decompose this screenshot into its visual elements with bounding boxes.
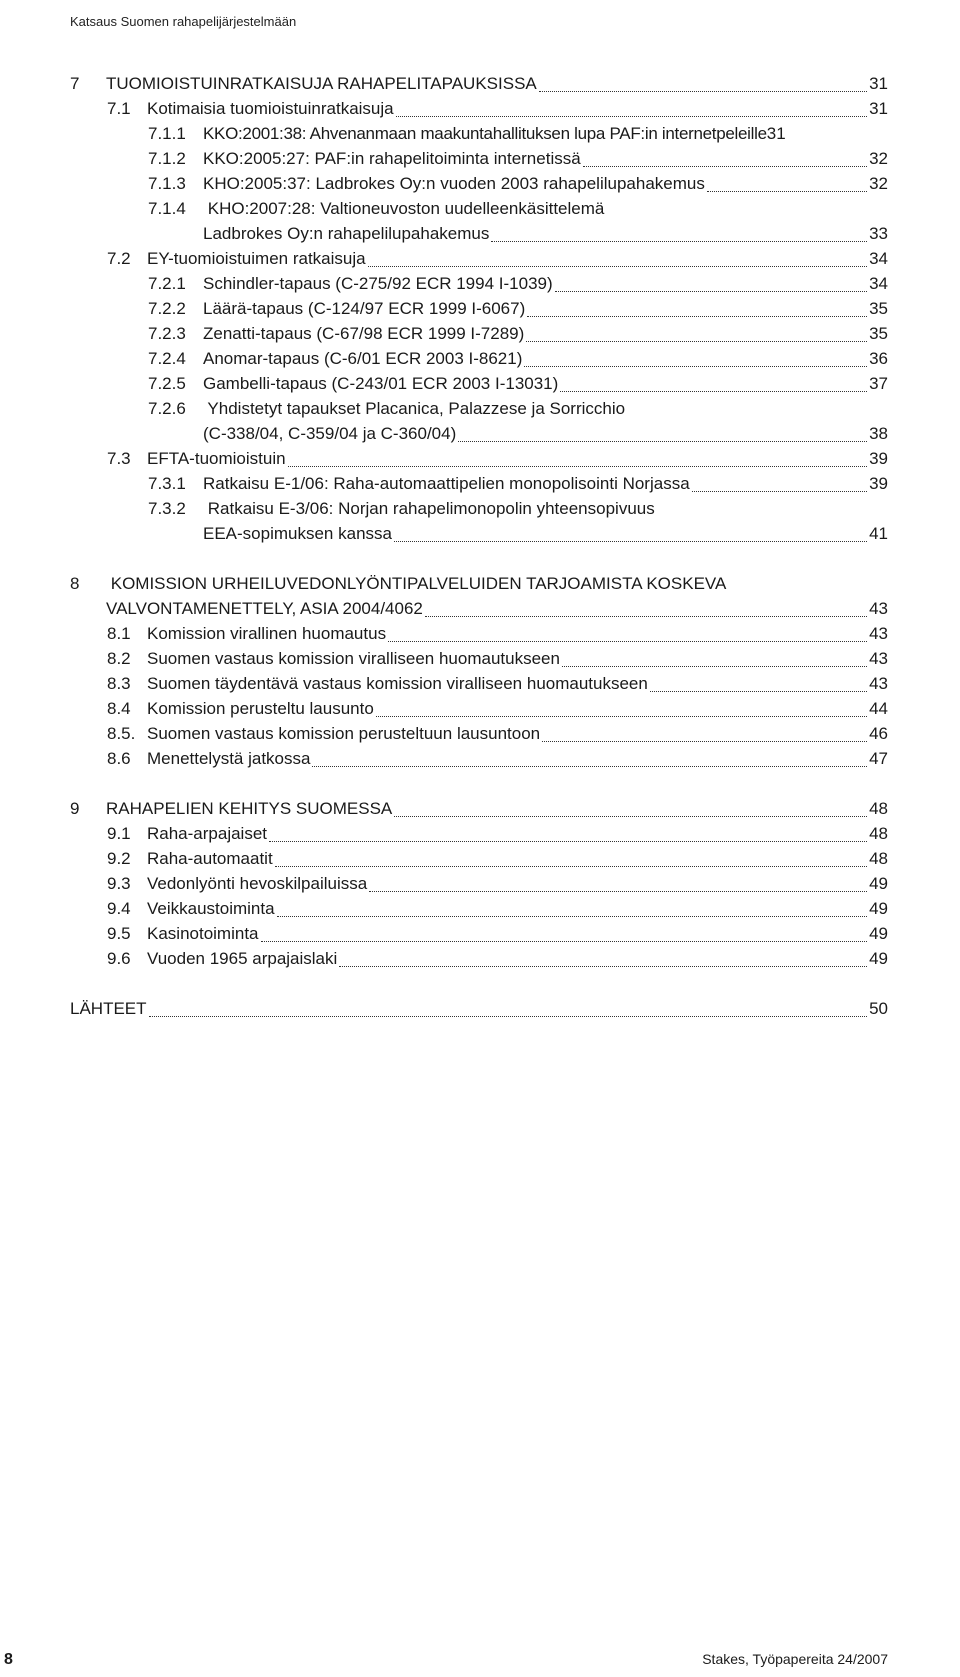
- toc-leader-dots: [394, 816, 867, 817]
- toc-entry-first-line[interactable]: [70, 572, 726, 596]
- toc-title: KKO:2005:27: PAF:in rahapelitoiminta internetissä: [203, 149, 581, 168]
- toc-number: 7.1.1: [148, 124, 186, 143]
- toc-leader-dots: [275, 866, 867, 867]
- toc-page-number: 31: [869, 74, 888, 93]
- toc-leader-dots: [491, 241, 867, 242]
- toc-entry[interactable]: [203, 222, 888, 246]
- toc-title: KOMISSION URHEILUVEDONLYÖNTIPALVELUIDEN TARJOAMISTA KOSKEVA: [110, 574, 727, 593]
- toc-title: Ratkaisu E-1/06: Raha-automaattipelien monopolisointi Norjassa: [203, 474, 690, 493]
- toc-number: 9.5: [107, 924, 131, 943]
- toc-page-number: 38: [869, 424, 888, 443]
- toc-number: 8.4: [107, 699, 131, 718]
- toc-number: 9.6: [107, 949, 131, 968]
- toc-leader-dots: [707, 191, 867, 192]
- toc-title: Vedonlyönti hevoskilpailuissa: [147, 874, 368, 893]
- toc-entry[interactable]: [107, 947, 888, 971]
- toc-leader-dots: [277, 916, 868, 917]
- toc-entry[interactable]: [107, 622, 888, 646]
- toc-title: Läärä-tapaus (C-124/97 ECR 1999 I-6067): [203, 299, 526, 318]
- toc-leader-dots: [539, 91, 867, 92]
- toc-title: Suomen vastaus komission perusteltuun lausuntoon: [147, 724, 541, 743]
- toc-title: Raha-automaatit: [147, 849, 273, 868]
- toc-entry[interactable]: [107, 847, 888, 871]
- toc-entry[interactable]: [70, 72, 888, 96]
- toc-page-number: 49: [869, 874, 888, 893]
- toc-number: 9.2: [107, 849, 131, 868]
- toc-page-number: 50: [869, 999, 888, 1018]
- toc-number: 8.3: [107, 674, 131, 693]
- toc-title: Vuoden 1965 arpajaislaki: [147, 949, 338, 968]
- toc-leader-dots: [542, 741, 867, 742]
- toc-leader-dots: [555, 291, 867, 292]
- toc-title: Suomen täydentävä vastaus komission viralliseen huomautukseen: [147, 674, 648, 693]
- toc-page-number: 34: [869, 274, 888, 293]
- toc-entry[interactable]: [148, 347, 888, 371]
- toc-leader-dots: [369, 891, 867, 892]
- toc-title: KKO:2001:38: Ahvenanmaan maakuntahallituksen lupa PAF:in internetpeleille: [203, 124, 767, 143]
- toc-leader-dots: [692, 491, 867, 492]
- toc-page-number: 31: [869, 99, 888, 118]
- toc-page-number: 32: [869, 149, 888, 168]
- toc-number: 8: [70, 574, 80, 593]
- toc-entry[interactable]: [148, 147, 888, 171]
- toc-entry[interactable]: [203, 522, 888, 546]
- toc-leader-dots: [458, 441, 867, 442]
- toc-number: 7.3.2: [148, 499, 186, 518]
- toc-number: 8.1: [107, 624, 131, 643]
- toc-title: KHO:2005:37: Ladbrokes Oy:n vuoden 2003 rahapelilupahakemus: [203, 174, 705, 193]
- toc-number: 7: [70, 74, 80, 93]
- toc-page-number: 43: [869, 674, 888, 693]
- toc-leader-dots: [650, 691, 867, 692]
- toc-title-continued: Ladbrokes Oy:n rahapelilupahakemus: [203, 224, 490, 243]
- toc-page-number: 48: [869, 799, 888, 818]
- toc-entry[interactable]: [107, 97, 888, 121]
- toc-leader-dots: [524, 366, 867, 367]
- toc-number: 7.1.4: [148, 199, 186, 218]
- toc-leader-dots: [149, 1016, 868, 1017]
- toc-page-number: 49: [869, 899, 888, 918]
- toc-number: 7.2.3: [148, 324, 186, 343]
- toc-leader-dots: [376, 716, 867, 717]
- toc-number: 7.2.2: [148, 299, 186, 318]
- toc-leader-dots: [288, 466, 868, 467]
- toc-page-number: 49: [869, 924, 888, 943]
- toc-page-number: 49: [869, 949, 888, 968]
- toc-title: Kasinotoiminta: [147, 924, 259, 943]
- toc-title-continued: EEA-sopimuksen kanssa: [203, 524, 392, 543]
- toc-entry[interactable]: [107, 747, 888, 771]
- toc-number: 7.3.1: [148, 474, 186, 493]
- toc-title: EY-tuomioistuimen ratkaisuja: [147, 249, 366, 268]
- toc-leader-dots: [527, 316, 867, 317]
- toc-number: 9.1: [107, 824, 131, 843]
- toc-title: Ratkaisu E-3/06: Norjan rahapelimonopolin yhteensopivuus: [207, 499, 655, 518]
- toc-page-number: 34: [869, 249, 888, 268]
- toc-number: 7.2.4: [148, 349, 186, 368]
- toc-leader-dots: [339, 966, 867, 967]
- toc-title-continued: VALVONTAMENETTELY, ASIA 2004/4062: [106, 599, 423, 618]
- toc-title: KHO:2007:28: Valtioneuvoston uudelleenkäsittelemä: [207, 199, 605, 218]
- toc-number: 8.6: [107, 749, 131, 768]
- toc-title: Suomen vastaus komission viralliseen huomautukseen: [147, 649, 560, 668]
- toc-title: Zenatti-tapaus (C-67/98 ECR 1999 I-7289): [203, 324, 525, 343]
- toc-leader-dots: [526, 341, 867, 342]
- toc-entry[interactable]: [107, 822, 888, 846]
- toc-number: 9.4: [107, 899, 131, 918]
- toc-number: 9: [70, 799, 80, 818]
- toc-entry[interactable]: [107, 697, 888, 721]
- toc-page-number: 43: [869, 599, 888, 618]
- toc-leader-dots: [312, 766, 867, 767]
- toc-number: 7.1: [107, 99, 131, 118]
- toc-entry[interactable]: [107, 872, 888, 896]
- toc-title: Anomar-tapaus (C-6/01 ECR 2003 I-8621): [203, 349, 523, 368]
- toc-entry-first-line[interactable]: [148, 197, 604, 221]
- toc-page-number: 31: [766, 124, 786, 143]
- toc-title: Raha-arpajaiset: [147, 824, 268, 843]
- toc-number: 7.3: [107, 449, 131, 468]
- toc-title: Komission virallinen huomautus: [147, 624, 387, 643]
- toc-number: 7.1.2: [148, 149, 186, 168]
- toc-entry[interactable]: [148, 272, 888, 296]
- toc-entry[interactable]: [107, 897, 888, 921]
- toc-page-number: 41: [869, 524, 888, 543]
- toc-number: 9.3: [107, 874, 131, 893]
- toc-title: Gambelli-tapaus (C-243/01 ECR 2003 I-13031): [203, 374, 559, 393]
- toc-number: 7.2.5: [148, 374, 186, 393]
- toc-number: 7.1.3: [148, 174, 186, 193]
- toc-entry[interactable]: [148, 322, 888, 346]
- toc-number: 8.5.: [107, 724, 136, 743]
- toc-entry[interactable]: [107, 647, 888, 671]
- toc-entry[interactable]: [148, 372, 888, 396]
- toc-leader-dots: [368, 266, 867, 267]
- toc-entry[interactable]: [107, 722, 888, 746]
- toc-entry-first-line[interactable]: [148, 397, 625, 421]
- toc-page-number: 47: [869, 749, 888, 768]
- toc-entry[interactable]: [148, 472, 888, 496]
- toc-leader-dots: [394, 541, 867, 542]
- toc-leader-dots: [560, 391, 867, 392]
- toc-entry[interactable]: [106, 597, 888, 621]
- toc-entry[interactable]: [148, 172, 888, 196]
- toc-title: Kotimaisia tuomioistuinratkaisuja: [147, 99, 394, 118]
- toc-leader-dots: [562, 666, 867, 667]
- toc-entry[interactable]: [70, 997, 888, 1021]
- toc-entry[interactable]: [148, 122, 888, 146]
- toc-page-number: 44: [869, 699, 888, 718]
- toc-page-number: 39: [869, 449, 888, 468]
- toc-title: Komission perusteltu lausunto: [147, 699, 374, 718]
- toc-title: LÄHTEET: [70, 999, 147, 1018]
- toc-page-number: 32: [869, 174, 888, 193]
- toc-title: RAHAPELIEN KEHITYS SUOMESSA: [106, 799, 393, 818]
- publication-footer: Stakes, Työpapereita 24/2007: [702, 1651, 888, 1667]
- toc-page-number: 35: [869, 324, 888, 343]
- toc-page-number: 48: [869, 824, 888, 843]
- toc-entry[interactable]: [70, 797, 888, 821]
- toc-entry[interactable]: [107, 447, 888, 471]
- toc-entry[interactable]: [107, 922, 888, 946]
- toc-page-number: 33: [869, 224, 888, 243]
- toc-leader-dots: [269, 841, 867, 842]
- toc-page-number: 48: [869, 849, 888, 868]
- toc-leader-dots: [396, 116, 867, 117]
- toc-title: Yhdistetyt tapaukset Placanica, Palazzese ja Sorricchio: [207, 399, 626, 418]
- toc-page-number: 35: [869, 299, 888, 318]
- toc-title: Veikkaustoiminta: [147, 899, 275, 918]
- toc-entry[interactable]: [203, 422, 888, 446]
- running-header: Katsaus Suomen rahapelijärjestelmään: [70, 14, 297, 29]
- toc-page-number: 37: [869, 374, 888, 393]
- toc-entry[interactable]: [107, 672, 888, 696]
- toc-title: Menettelystä jatkossa: [147, 749, 311, 768]
- toc-number: 7.2.6: [148, 399, 186, 418]
- toc-title: Schindler-tapaus (C-275/92 ECR 1994 I-1039): [203, 274, 553, 293]
- toc-title-continued: (C-338/04, C-359/04 ja C-360/04): [203, 424, 457, 443]
- toc-page-number: 46: [869, 724, 888, 743]
- toc-number: 8.2: [107, 649, 131, 668]
- toc-page-number: 43: [869, 649, 888, 668]
- toc-entry[interactable]: [107, 247, 888, 271]
- toc-number: 7.2: [107, 249, 131, 268]
- toc-page-number: 43: [869, 624, 888, 643]
- toc-entry[interactable]: [148, 297, 888, 321]
- toc-number: 7.2.1: [148, 274, 186, 293]
- toc-leader-dots: [388, 641, 867, 642]
- toc-title: EFTA-tuomioistuin: [147, 449, 286, 468]
- toc-leader-dots: [583, 166, 867, 167]
- toc-page-number: 39: [869, 474, 888, 493]
- page-number: 8: [4, 1651, 13, 1668]
- toc-page-number: 36: [869, 349, 888, 368]
- toc-title: TUOMIOISTUINRATKAISUJA RAHAPELITAPAUKSISSA: [106, 74, 537, 93]
- toc-entry-first-line[interactable]: [148, 497, 655, 521]
- toc-leader-dots: [261, 941, 868, 942]
- toc-leader-dots: [425, 616, 867, 617]
